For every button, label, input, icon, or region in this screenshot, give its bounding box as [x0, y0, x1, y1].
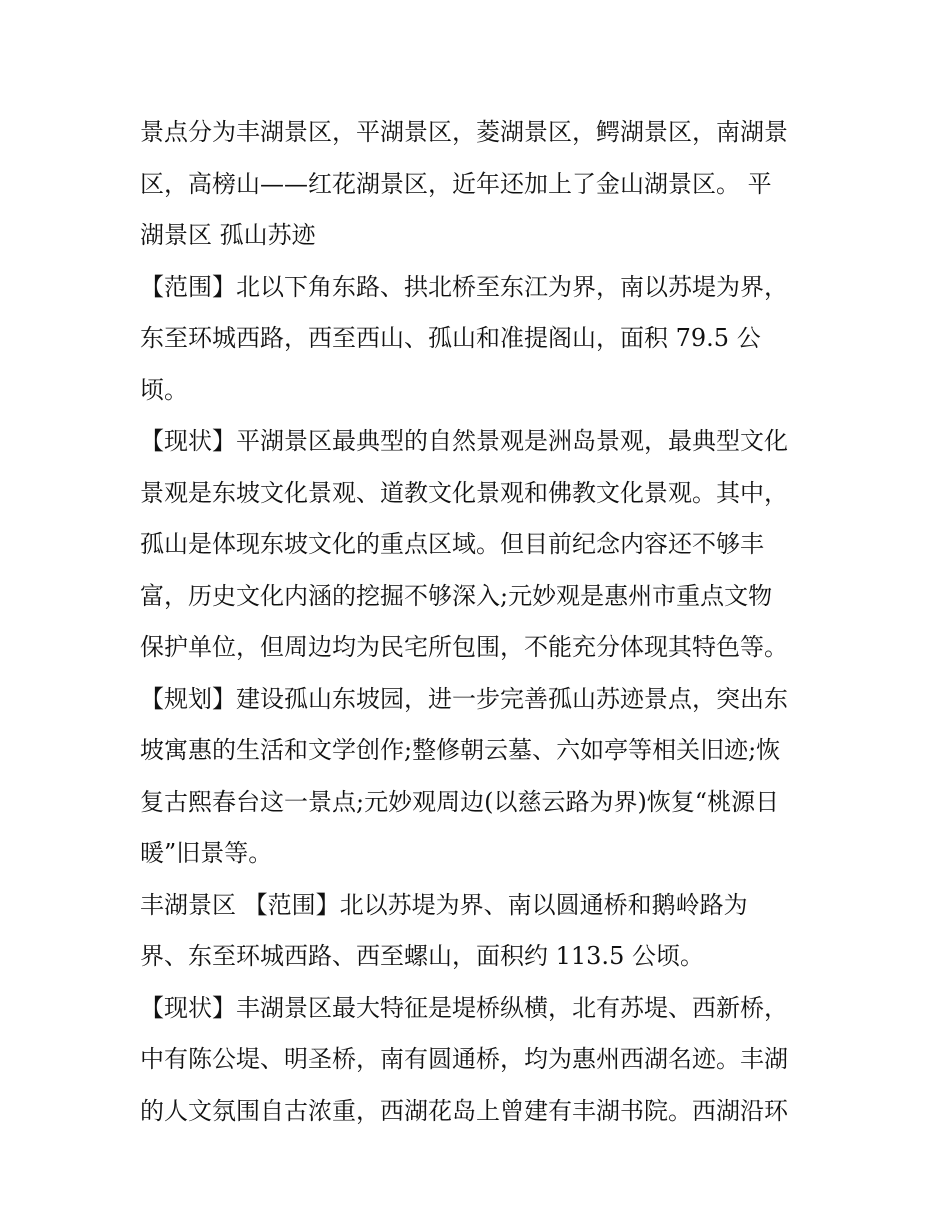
text-line: 【现状】平湖景区最典型的自然景观是洲岛景观，最典型文化	[140, 427, 788, 455]
text-line: 【规划】建设孤山东坡园，进一步完善孤山苏迹景点，突出东	[140, 684, 788, 713]
text-line: 中有陈公堤、明圣桥，南有圆通桥，均为惠州西湖名迹。丰湖	[140, 1045, 788, 1073]
text-line: 的人文氛围自古浓重，西湖花岛上曾建有丰湖书院。西湖沿环	[140, 1096, 788, 1125]
text-line: 区，高榜山——红花湖景区，近年还加上了金山湖景区。 平	[140, 169, 772, 198]
document-body	[140, 107, 815, 1137]
text-line: 顷。	[140, 375, 188, 404]
text-line: 孤山是体现东坡文化的重点区域。但目前纪念内容还不够丰	[140, 530, 764, 558]
text-line: 富，历史文化内涵的挖掘不够深入;元妙观是惠州市重点文物	[140, 581, 773, 610]
text-line: 保护单位，但周边均为民宅所包围，不能充分体现其特色等。	[140, 633, 788, 661]
text-line: 景观是东坡文化景观、道教文化景观和佛教文化景观。其中，	[140, 478, 788, 507]
text-line: 【范围】北以下角东路、拱北桥至东江为界，南以苏堤为界，	[140, 272, 788, 301]
text-line: 复古熙春台这一景点;元妙观周边(以慈云路为界)恢复“桃源日	[140, 787, 780, 816]
text-line: 东至环城西路，西至西山、孤山和准提阁山，面积 79.5 公	[140, 324, 761, 352]
text-line: 丰湖景区 【范围】北以苏堤为界、南以圆通桥和鹅岭路为	[140, 890, 748, 919]
text-line: 【现状】丰湖景区最大特征是堤桥纵横，北有苏堤、西新桥，	[140, 993, 788, 1022]
text-line: 景点分为丰湖景区，平湖景区，菱湖景区，鳄湖景区，南湖景	[140, 118, 788, 146]
text-line: 坡寓惠的生活和文学创作;整修朝云墓、六如亭等相关旧迹;恢	[140, 736, 781, 764]
text-line: 界、东至环城西路、西至螺山，面积约 113.5 公顷。	[140, 942, 704, 970]
text-line: 暖”旧景等。	[140, 839, 273, 867]
text-line: 湖景区 孤山苏迹	[140, 221, 316, 249]
